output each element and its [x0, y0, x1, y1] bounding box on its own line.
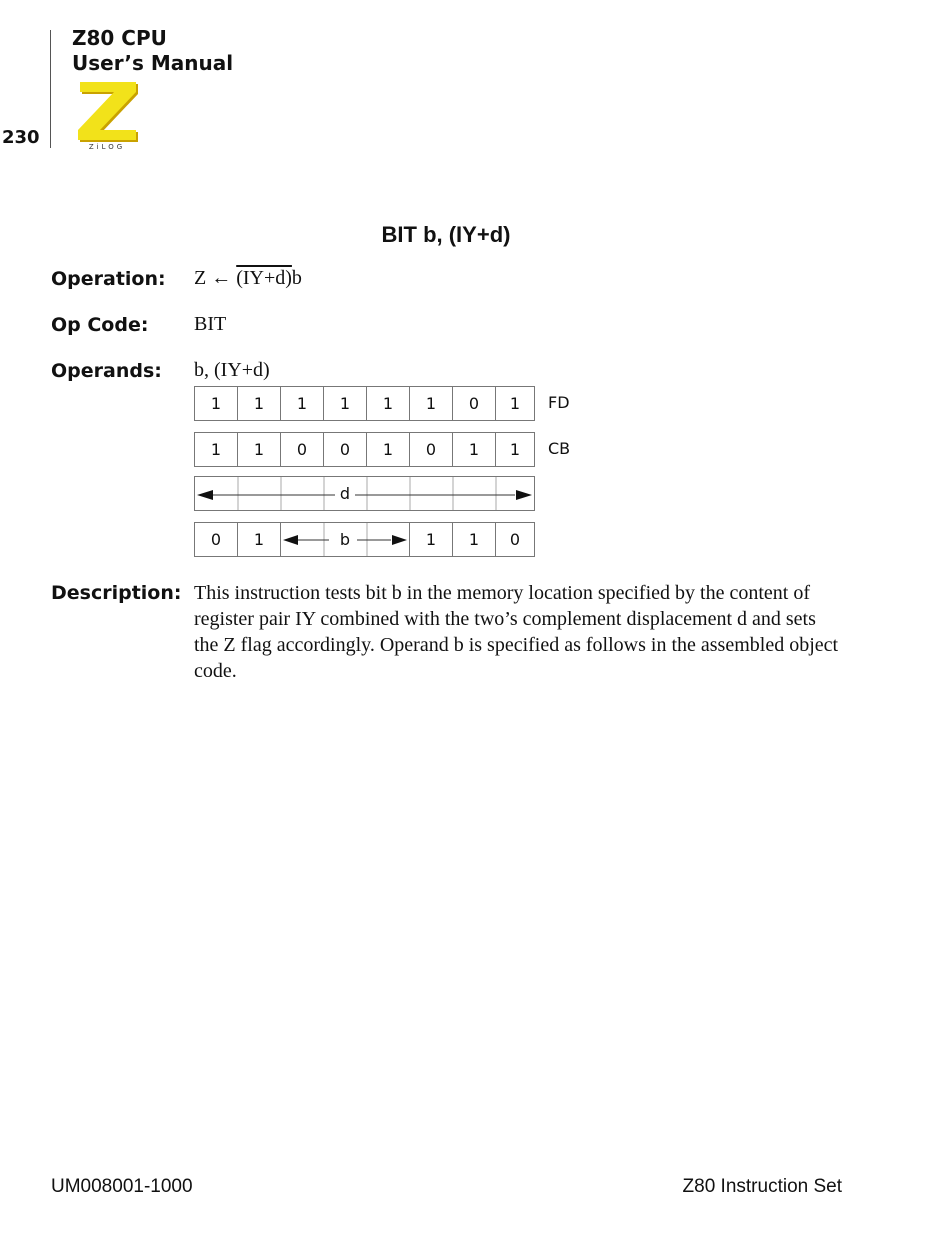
- manual-title-line2: User’s Manual: [72, 51, 234, 75]
- manual-title: [72, 26, 233, 76]
- bit-cell: 1: [281, 387, 324, 420]
- opcode-value: BIT: [194, 313, 227, 335]
- row-tag-fd: FD: [548, 393, 570, 412]
- manual-title-line1: Z80 CPU: [72, 26, 167, 50]
- page-title: BIT b, (IY+d): [381, 222, 511, 247]
- bit-cell: 1: [509, 394, 521, 413]
- logo-text: ZiLOG: [88, 143, 126, 150]
- opcode-label: Op Code:: [51, 314, 149, 336]
- bit-cell: 1: [453, 433, 496, 466]
- bit-cell: 0: [410, 433, 453, 466]
- bit-cell: 0: [324, 433, 367, 466]
- displacement-row: [194, 476, 535, 511]
- operation-value: [194, 267, 302, 290]
- bit-cell: 1: [367, 387, 410, 420]
- description-label: Description:: [51, 582, 182, 604]
- row-tag-cb: CB: [548, 439, 571, 458]
- bit-cell: 1: [410, 387, 453, 420]
- page-number: 230: [2, 127, 40, 148]
- header-divider: [50, 30, 51, 148]
- bit-cell: 0: [453, 387, 496, 420]
- bit-field-row: [194, 522, 535, 557]
- bit-cell: 0: [281, 433, 324, 466]
- bit-cell: 1: [238, 387, 281, 420]
- operation-suffix: b: [291, 267, 302, 289]
- operation-label: Operation:: [51, 268, 166, 290]
- bit-field-label: b: [333, 523, 357, 556]
- displacement-arrow: [195, 477, 534, 510]
- bit-cell: 1: [195, 433, 238, 466]
- zilog-logo-icon: [74, 78, 140, 150]
- operands-label: Operands:: [51, 360, 162, 382]
- bit-field-b: [281, 523, 410, 556]
- operation-prefix: Z ←: [194, 267, 232, 289]
- zilog-logo: [74, 78, 140, 150]
- bit-cell: 1: [195, 387, 238, 420]
- footer-section: Z80 Instruction Set: [682, 1176, 842, 1197]
- opcode-row-fd: [194, 386, 535, 421]
- bit-cell: 0: [509, 530, 521, 549]
- displacement-label: d: [335, 484, 355, 503]
- bit-cell: 1: [238, 433, 281, 466]
- bit-cell: 1: [324, 387, 367, 420]
- opcode-row-cb: [194, 432, 535, 467]
- bit-cell: 1: [410, 523, 453, 556]
- bit-cell: 1: [509, 440, 521, 459]
- operation-overlined: (IY+d): [236, 267, 292, 289]
- bit-cell: 1: [238, 523, 281, 556]
- bit-cell: 1: [453, 523, 496, 556]
- bit-cell: 0: [195, 523, 238, 556]
- operands-value: b, (IY+d): [194, 359, 270, 381]
- bit-cell: 1: [367, 433, 410, 466]
- description-text: This instruction tests bit b in the memory location specified by the content of register pair IY combined with the two’s complement displacement d and sets the Z flag accordingly. Operand b is specified as follows in the assembled object code.: [194, 582, 839, 682]
- footer-document-id: UM008001-1000: [51, 1176, 193, 1197]
